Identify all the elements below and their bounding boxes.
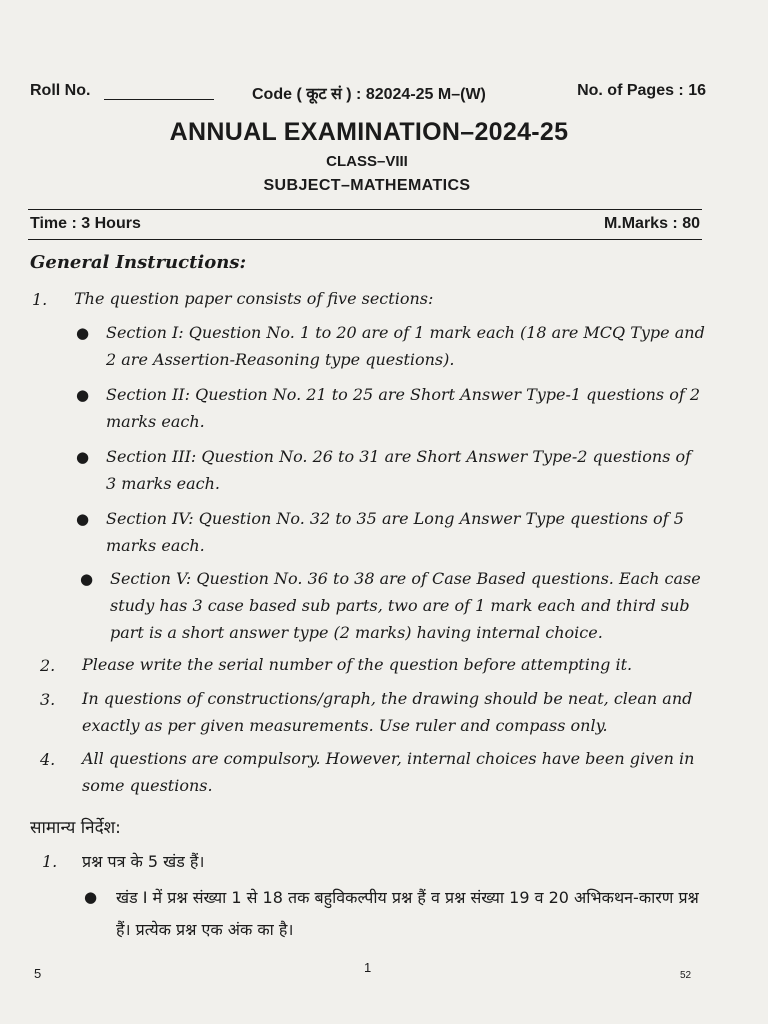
- bullet-icon: ●: [76, 386, 90, 404]
- general-instructions-heading: General Instructions:: [30, 252, 247, 273]
- section-bullet: Section IV: Question No. 32 to 35 are Long Answer Type questions of 5 marks each.: [106, 509, 684, 555]
- page-count: No. of Pages : 16: [577, 82, 706, 99]
- subject-label: SUBJECT–MATHEMATICS: [263, 177, 471, 194]
- page-number: 1: [364, 960, 372, 975]
- roll-number-blank: [104, 99, 214, 100]
- roll-number-label: Roll No.: [30, 82, 91, 99]
- bullet-icon: ●: [76, 448, 90, 466]
- exam-title: ANNUAL EXAMINATION–2024-25: [169, 118, 569, 146]
- instruction-number: 4.: [40, 750, 56, 769]
- instruction-text: In questions of constructions/graph, the drawing should be neat, clean and exactly as per given measurements. Use ruler and compass only.: [82, 689, 693, 735]
- section-bullet: Section III: Question No. 26 to 31 are Short Answer Type-2 questions of 3 marks each.: [106, 447, 692, 493]
- divider-bottom: [28, 239, 702, 240]
- instruction-text: Please write the serial number of the question before attempting it.: [82, 655, 633, 674]
- bullet-icon: ●: [76, 510, 90, 528]
- instruction-text: The question paper consists of five sections:: [74, 289, 434, 308]
- instruction-number: 3.: [40, 690, 56, 709]
- bullet-icon: ●: [80, 570, 94, 588]
- instruction-number: 2.: [40, 656, 56, 675]
- hindi-section-bullet: खंड I में प्रश्न संख्या 1 से 18 तक बहुविकल्पीय प्रश्न हैं व प्रश्न संख्या 19 व 20 अभिकथन-कारण प्रश्न हैं। प्रत्येक प्रश्न एक अंक का है।: [116, 888, 699, 939]
- footer-right-mark: 52: [680, 970, 692, 981]
- bullet-icon: ●: [76, 324, 90, 342]
- bullet-icon: ●: [84, 888, 98, 906]
- instruction-text: All questions are compulsory. However, internal choices have been given in some questions.: [82, 749, 695, 795]
- time-label: Time : 3 Hours: [30, 215, 141, 232]
- hindi-instruction-number: 1.: [42, 852, 58, 871]
- divider-top: [28, 209, 702, 210]
- section-bullet: Section I: Question No. 1 to 20 are of 1 mark each (18 are MCQ Type and 2 are Assertion-Reasoning type questions).: [106, 323, 705, 369]
- max-marks-label: M.Marks : 80: [603, 215, 700, 232]
- header-row: [30, 82, 706, 106]
- footer-left-mark: 5: [34, 966, 42, 981]
- section-bullet: Section II: Question No. 21 to 25 are Short Answer Type-1 questions of 2 marks each.: [106, 385, 701, 431]
- section-bullet: Section V: Question No. 36 to 38 are of Case Based questions. Each case study has 3 case based sub parts, two are of 1 mark each and third sub part is a short answer type (2 marks) having internal choice.: [110, 569, 701, 642]
- paper-code: Code ( कूट सं ) : 82024-25 M–(W): [252, 86, 486, 103]
- class-label: CLASS–VIII: [326, 153, 408, 170]
- hindi-instructions-heading: सामान्य निर्देश:: [30, 818, 121, 838]
- hindi-instruction-text: प्रश्न पत्र के 5 खंड हैं।: [82, 852, 205, 871]
- instruction-number: 1.: [32, 290, 48, 309]
